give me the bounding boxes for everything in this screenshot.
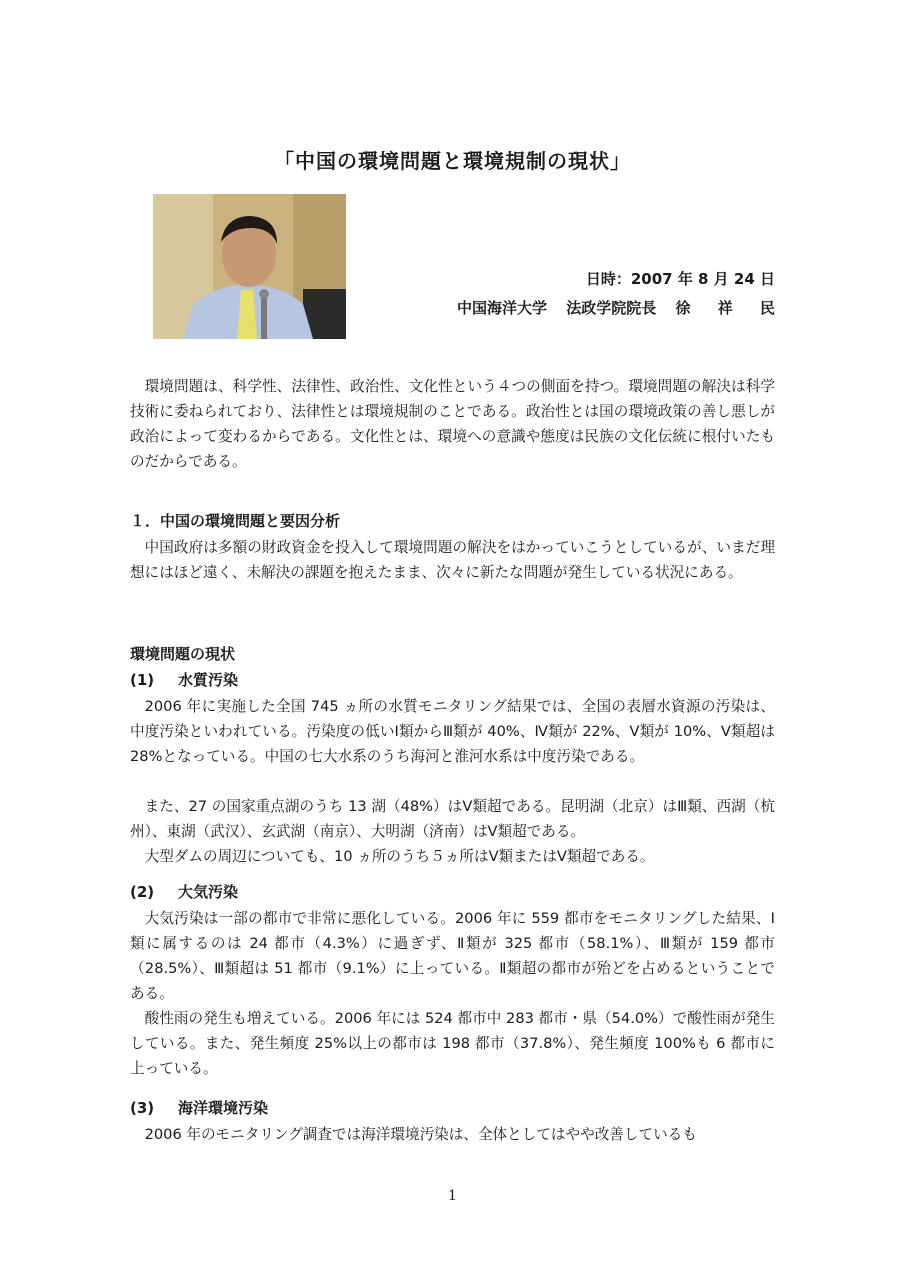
- author-photo: [153, 194, 346, 339]
- status-heading: 環境問題の現状: [130, 645, 236, 663]
- water-paragraph-1: 2006 年に実施した全国 745 ヵ所の水質モニタリング結果では、全国の表層水資源の汚染は、中度汚染といわれている。汚染度の低いⅠ類からⅢ類が 40%、Ⅳ類が 22%、Ⅴ類が 10%、Ⅴ類超は 28%となっている。中国の七大水系のうち海河と淮河水系は中度汚染である。: [130, 698, 775, 765]
- water-pollution-heading: [130, 669, 238, 690]
- author-family-name: 徐: [675, 299, 691, 317]
- marine-paragraph-1: 2006 年のモニタリング調査では海洋環境汚染は、全体としてはやや改善しているも: [144, 1126, 697, 1143]
- air-paragraph-1: 大気汚染は一部の都市で非常に悪化している。2006 年に 559 都市をモニタリングした結果、Ⅰ類に属するのは 24 都市（4.3%）に過ぎず、Ⅱ類が 325 都市（58.1%）、Ⅲ類が 159 都市（28.5%）、Ⅲ類超は 51 都市（9.1%）に上っている。Ⅱ類超の都市が殆どを占めるということである。: [130, 910, 775, 1002]
- water-paragraph-2: また、27 の国家重点湖のうち 13 湖（48%）はⅤ類超である。昆明湖（北京）はⅢ類、西湖（杭州）、東湖（武汉）、玄武湖（南京）、大明湖（済南）はⅤ類超である。: [130, 798, 775, 840]
- section-1-heading: １．中国の環境問題と要因分析: [130, 512, 341, 530]
- author-position: 法政学院院長: [566, 299, 657, 317]
- air-paragraph-2: 酸性雨の発生も増えている。2006 年には 524 都市中 283 都市・県（54.0%）で酸性雨が発生している。また、発生頻度 25%以上の都市は 198 都市（37.8%）、発生頻度 100%も 6 都市に上っている。: [130, 1010, 775, 1077]
- author-given-name-1: 祥: [717, 299, 733, 317]
- marine-pollution-title: 海洋環境汚染: [178, 1099, 269, 1117]
- air-pollution-heading: [130, 881, 238, 902]
- section-1-paragraph: 中国政府は多額の財政資金を投入して環境問題の解決をはかっていこうとしているが、いまだ理想にはほど遠く、未解決の課題を抱えたまま、次々に新たな問題が発生している状況にある。: [130, 539, 775, 581]
- marine-pollution-heading: [130, 1097, 268, 1118]
- lecture-date: 日時：2007 年 8 月 24 日: [585, 270, 775, 288]
- water-paragraph-3: 大型ダムの周辺についても、10 ヵ所のうち５ヵ所はⅤ類またはⅤ類超である。: [144, 848, 655, 865]
- air-pollution-title: 大気汚染: [178, 883, 239, 901]
- author-affiliation: 中国海洋大学: [456, 299, 547, 317]
- page-number: 1: [448, 1188, 457, 1204]
- author-line: [457, 297, 775, 318]
- document-title: 「中国の環境問題と環境規制の現状」: [274, 149, 631, 173]
- water-pollution-number: (1): [130, 671, 155, 689]
- air-pollution-number: (2): [130, 883, 155, 901]
- author-given-name-2: 民: [759, 299, 775, 317]
- marine-pollution-number: (3): [130, 1099, 155, 1117]
- intro-paragraph: 環境問題は、科学性、法律性、政治性、文化性という４つの側面を持つ。環境問題の解決は科学技術に委ねられており、法律性とは環境規制のことである。政治性とは国の環境政策の善し悪しが政治によって変わるからである。文化性とは、環境への意識や態度は民族の文化伝統に根付いたものだからである。: [130, 378, 775, 470]
- water-pollution-title: 水質汚染: [178, 671, 239, 689]
